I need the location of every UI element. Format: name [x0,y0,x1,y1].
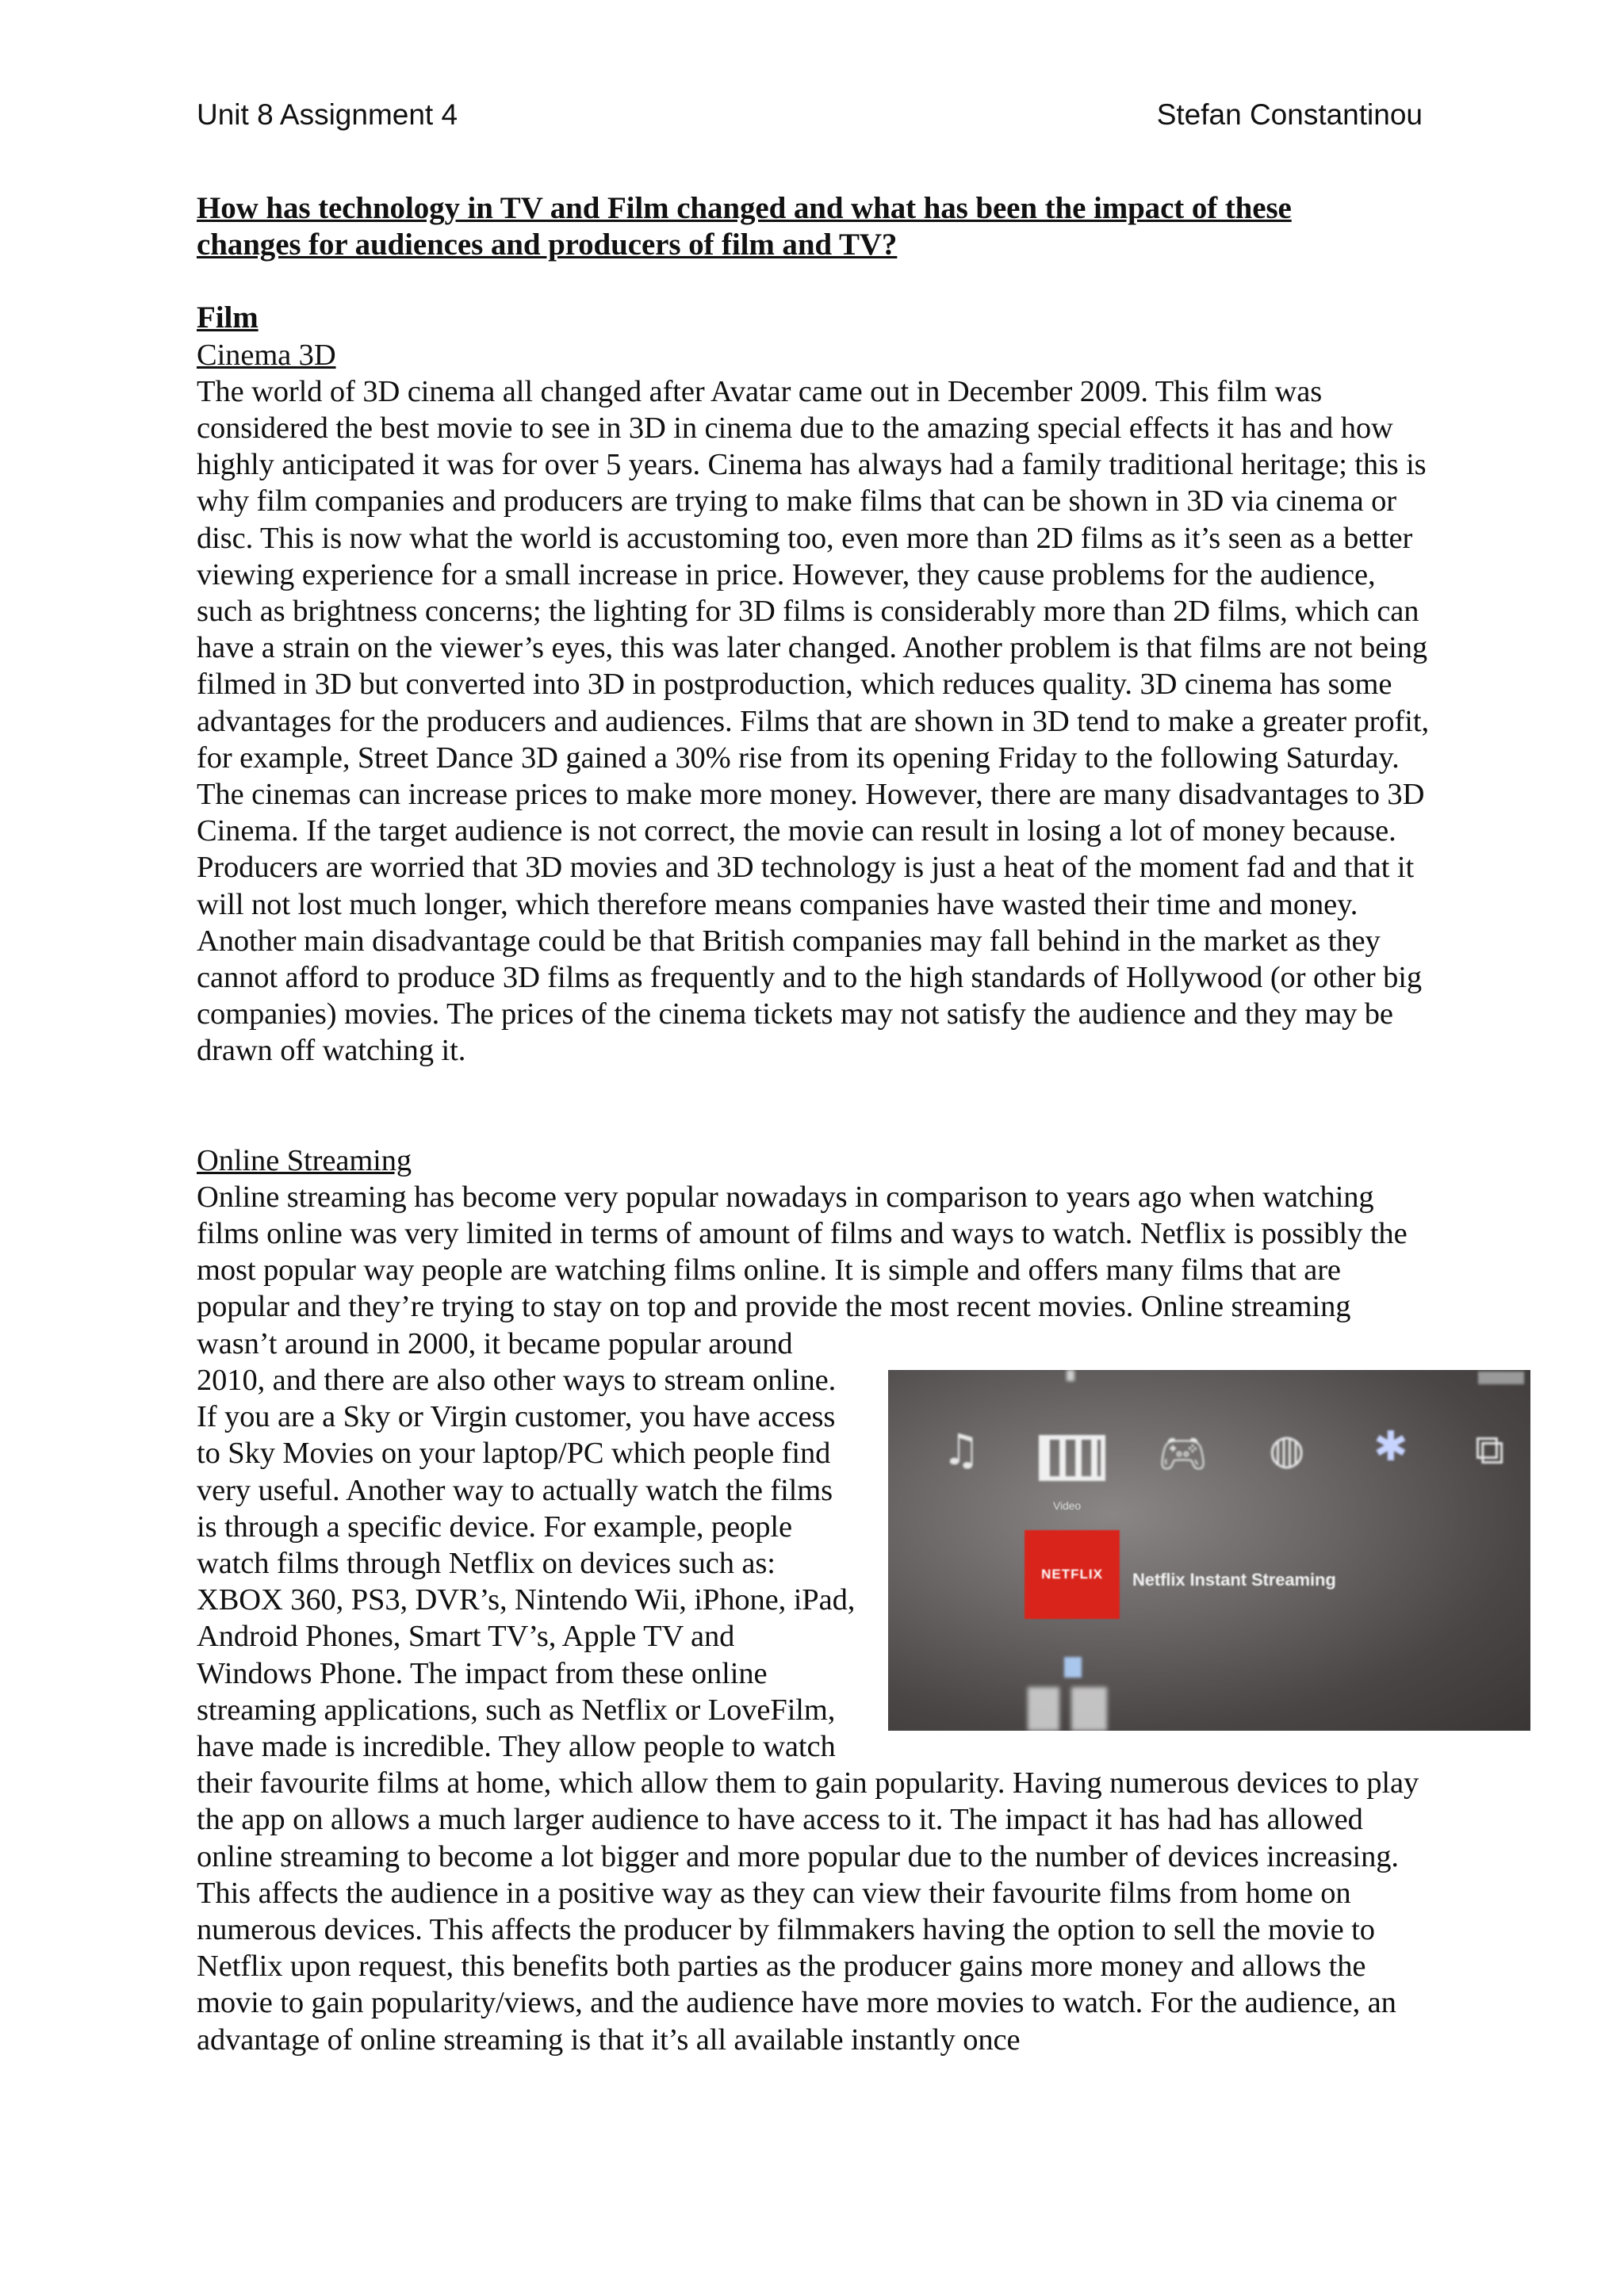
header-left: Unit 8 Assignment 4 [197,98,458,131]
gamepad-icon: 🎮︎ [1158,1429,1208,1476]
globe-icon: ◍ [1269,1425,1305,1474]
paragraph-online-streaming: Online streaming has become very popular nowadays in comparison to years ago when watching films online was very limited in terms of amount of films and ways to watch. Netflix is possibly the most popular way people are watching films online. It is simple and offers many films that are popular and they’re trying to stay on top and provide the most recent movies. Online streaming wasn’t around in 2000, it became popular around 2010, and there are also other ways to stream online. If you are a Sky or Virgin customer, you have access to Sky Movies on your laptop/PC which people find very useful. Another way to actually watch the films is through a specific device. For example, people watch films through Netflix on devices such as: XBOX 360, PS3, DVR’s, Nintendo Wii, iPhone, iPad, Android Phones, Smart TV’s, Apple TV and Windows Phone. The impact from these online streaming applications, such as Netflix or LoveFilm, have made is incredible. They allow people to watch their favourite films at home, which allow them to gain popularity. Having numerous devices to play the app on allows a much larger audience to have access to it. The impact it has had has allowed online streaming to become a lot bigger and more popular due to the number of devices increasing. This affects the audience in a positive way as they can view their favourite films from home on numerous devices. This affects the producer by filmmakers having the option to sell the movie to Netflix upon request, this benefits both parties as the producer gains more money and allows the movie to gain popularity/views, and the audience have more movies to watch. For the audience, an advantage of online streaming is that it’s all available instantly once [197,1180,1419,2057]
document-body [197,190,1505,2058]
music-icon: ♫ [942,1424,981,1475]
status-tag-icon [1478,1372,1524,1384]
page-header [197,95,1423,135]
section-heading-film: Film [197,300,259,335]
video-menu-label: Video [1053,1498,1082,1512]
header-right: Stefan Constantinou [1156,98,1423,131]
page-title: How has technology in TV and Film changed and what has been the impact of these changes for audiences and producers of film and TV? [197,191,1292,262]
subheading-cinema-3d: Cinema 3D [197,338,336,372]
video-icon [1039,1435,1105,1481]
streaming-body [197,1179,1505,2058]
playstation-network-icon: ✱ [1373,1422,1408,1471]
subheading-online-streaming: Online Streaming [197,1143,412,1177]
paragraph-cinema-3d: The world of 3D cinema all changed after Avatar came out in December 2009. This film was considered the best movie to see in 3D in cinema due to the amazing special effects it has and how highly anticipated it was for over 5 years. Cinema has always had a family traditional heritage; this is why film companies and producers are trying to make films that can be shown in 3D via cinema or disc. This is now what the world is accustoming too, even more than 2D films as it’s seen as a better viewing experience for a small increase in price. However, they cause problems for the audience, such as brightness concerns; the lighting for 3D films is considerably more than 2D films, which can have a strain on the viewer’s eyes, this was later changed. Another problem is that films are not being filmed in 3D but converted into 3D in postproduction, which reduces quality. 3D cinema has some advantages for the producers and audiences. Films that are shown in 3D tend to make a greater profit, for example, Street Dance 3D gained a 30% rise from its opening Friday to the following Saturday. The cinemas can increase prices to make more money. However, there are many disadvantages to 3D Cinema. If the target audience is not correct, the movie can result in losing a lot of money because. Producers are worried that 3D movies and 3D technology is just a heat of the moment fad and that it will not lost much longer, which therefore means companies have wasted their time and money. Another main disadvantage could be that British companies may fall behind in the market as they cannot afford to produce 3D films as frequently and to the high standards of Hollywood (or other big companies) movies. The prices of the cinema tickets may not satisfy the audience and they may be drawn off watching it. [197,374,1429,1068]
ps3-netflix-screenshot [888,1370,1530,1731]
menu-indicator-icon [1067,1370,1074,1381]
network-icon: ⧉ [1475,1425,1505,1474]
small-app-icon [1064,1657,1082,1678]
bottom-app-icon [1028,1687,1107,1731]
netflix-tile: NETFLIX [1025,1530,1120,1619]
spacer [197,1070,1435,1142]
netflix-streaming-label: Netflix Instant Streaming [1132,1569,1336,1590]
